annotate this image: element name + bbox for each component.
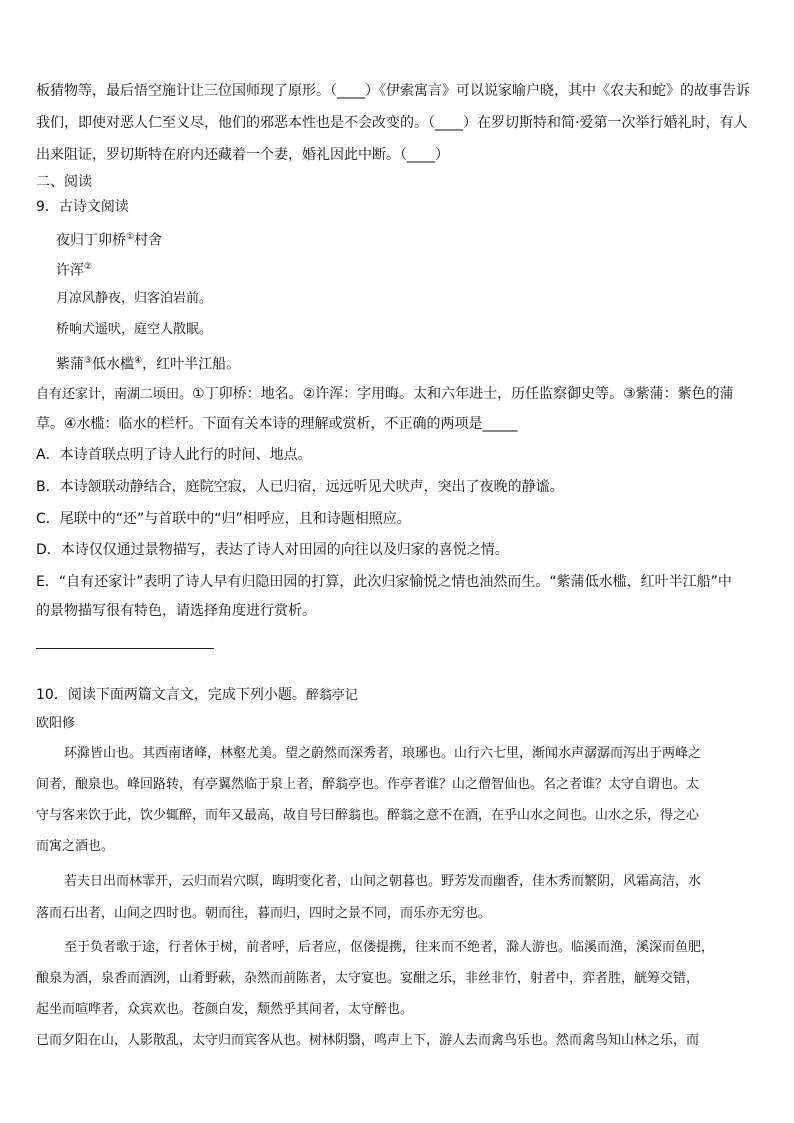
q9-header: 9．古诗文阅读 <box>36 199 129 215</box>
essay-line-2: 间者，酿泉也。峰回路转，有亭翼然临于泉上者，醉翁亭也。作亭者谁？山之僧智仙也。名之者谁？太守自谓也。太 <box>36 777 700 792</box>
notes-line-2: 草。④水槛：临水的栏杆。下面有关本诗的理解或赏析，不正确的两项是_____ <box>36 416 518 432</box>
notes-text: ①丁卯桥：地名。②许浑：字用晦。太和六年进士，历任监察御史等。③紫蒲：紫色的蒲 <box>192 386 734 402</box>
para1-line-2: 我们，即使对恶人仁至义尽，他们的邪恶本性也是不会改变的。（____）在罗切斯特和简·爱第一次举行婚礼时，有人 <box>36 115 748 131</box>
essay-line-9: 起坐而喧哗者，众宾欢也。苍颜白发，颓然乎其间者，太守醉也。 <box>36 1002 414 1017</box>
q10-essay-title: 醉翁亭记 <box>305 688 358 703</box>
poem-title-part-b: 村舍 <box>134 232 163 249</box>
option-e-continued: 的景物描写很有特色，请选择角度进行赏析。 <box>36 603 316 619</box>
poem-line-3-part-c: ，红叶半江船。 <box>142 356 241 373</box>
essay-line-3: 守与客来饮于此，饮少辄醉，而年又最高，故自号曰醉翁也。醉翁之意不在酒，在乎山水之间也。山水之乐，得之心 <box>36 808 700 823</box>
q10-header <box>36 685 358 706</box>
para1-line-1: 板猜物等，最后悟空施计让三位国师现了原形。（____）《伊索寓言》可以说家喻户晓，其中《农夫和蛇》的故事告诉 <box>36 83 750 99</box>
poem-line-4: 自有还家计，南湖二顷田。 <box>36 387 193 402</box>
poem-author-name: 许浑 <box>56 262 84 279</box>
poem-line-1: 月凉风静夜，归客泊岩前。 <box>56 291 213 306</box>
option-e: E．“自有还家计”表明了诗人早有归隐田园的打算，此次归家愉悦之情也油然而生。“紫蒲低水槛，红叶半江船”中 <box>36 574 732 590</box>
essay-line-8: 酿泉为酒，泉香而酒洌，山肴野蔌，杂然而前陈者，太守宴也。宴酣之乐，非丝非竹，射者中，弈者胜，觥筹交错， <box>36 971 700 986</box>
poem-line-2: 桥响犬遥吠，庭空人散眠。 <box>56 322 213 337</box>
note-marker-3: ③ <box>84 356 93 366</box>
essay-line-7: 至于负者歌于途，行者休于树，前者呼，后者应，伛偻提携，往来而不绝者，滁人游也。临溪而渔，溪深而鱼肥， <box>64 940 715 955</box>
section-heading: 二、阅读 <box>36 174 92 190</box>
q10-author: 欧阳修 <box>36 716 76 731</box>
essay-line-6: 落而石出者，山间之四时也。朝而往，暮而归，四时之景不同，而乐亦无穷也。 <box>36 906 492 921</box>
poem-line-3-part-b: 低水槛 <box>92 356 135 373</box>
essay-line-10: 已而夕阳在山，人影散乱，太守归而宾客从也。树林阴翳，鸣声上下，游人去而禽鸟乐也。然而禽鸟知山林之乐，而 <box>36 1033 700 1048</box>
q10-prompt: 10．阅读下面两篇文言文，完成下列小题。 <box>36 687 306 703</box>
note-marker-4: ④ <box>134 356 143 366</box>
essay-line-4: 而寓之酒也。 <box>36 839 115 854</box>
para1-line-3: 出来阻证，罗切斯特在府内还藏着一个妻，婚礼因此中断。（____） <box>36 147 449 163</box>
option-b: B．本诗颔联动静结合，庭院空寂，人已归宿，远远听见犬吠声，突出了夜晚的静谧。 <box>36 479 564 495</box>
poem-title <box>56 227 162 251</box>
poem-line-3-part-a: 紫蒲 <box>56 356 84 373</box>
option-c: C．尾联中的“还”与首联中的“归”相呼应，且和诗题相照应。 <box>36 511 411 527</box>
poem-author <box>56 257 92 281</box>
essay-line-5: 若夫日出而林霏开，云归而岩穴暝，晦明变化者，山间之朝暮也。野芳发而幽香，佳木秀而繁阴，风霜高洁，水 <box>64 874 702 889</box>
essay-line-1: 环滁皆山也。其西南诸峰，林壑尤美。望之蔚然而深秀者，琅琊也。山行六七里，渐闻水声潺潺而泻出于两峰之 <box>64 746 702 761</box>
answer-line <box>36 648 214 649</box>
option-d: D．本诗仅仅通过景物描写，表达了诗人对田园的向往以及归家的喜悦之情。 <box>36 542 509 558</box>
note-marker-1: ① <box>126 232 135 242</box>
notes-line-1 <box>36 384 734 405</box>
note-marker-2: ② <box>84 262 93 272</box>
poem-line-3 <box>56 351 240 375</box>
poem-title-part-a: 夜归丁卯桥 <box>56 232 126 249</box>
option-a: A．本诗首联点明了诗人此行的时间、地点。 <box>36 447 312 463</box>
